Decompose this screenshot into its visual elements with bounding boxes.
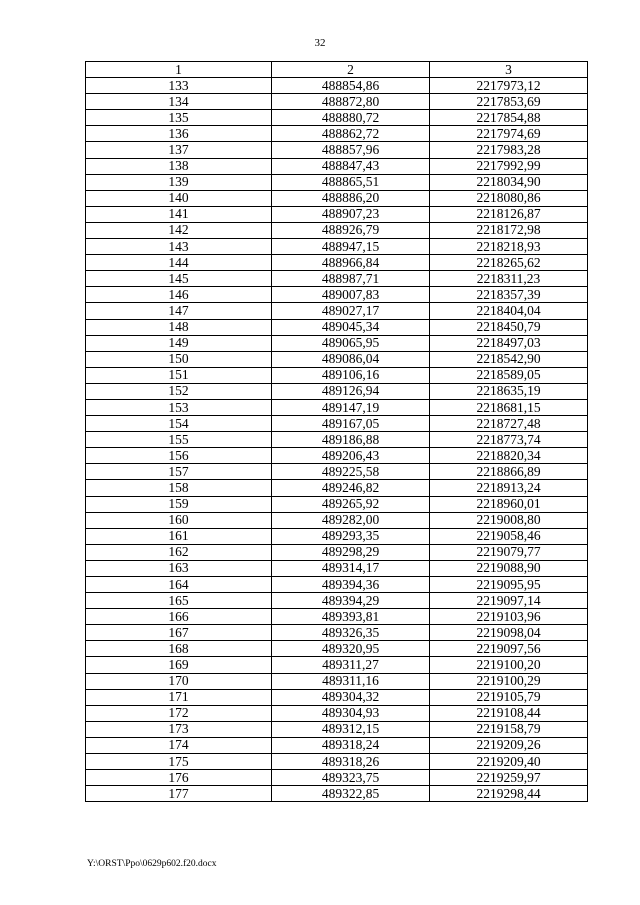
table-row <box>86 512 588 528</box>
x-coordinate-cell: 489086,04 <box>272 351 430 367</box>
point-number-cell: 158 <box>86 480 272 496</box>
point-number-cell: 152 <box>86 383 272 399</box>
x-coordinate-cell: 488880,72 <box>272 110 430 126</box>
table-header-row <box>86 62 588 78</box>
table-row <box>86 383 588 399</box>
y-coordinate-cell: 2218034,90 <box>430 174 588 190</box>
y-coordinate-cell: 2219088,90 <box>430 560 588 576</box>
x-coordinate-cell: 489293,35 <box>272 528 430 544</box>
y-coordinate-cell: 2218635,19 <box>430 383 588 399</box>
x-coordinate-cell: 489314,17 <box>272 560 430 576</box>
y-coordinate-cell: 2218172,98 <box>430 222 588 238</box>
y-coordinate-cell: 2218589,05 <box>430 367 588 383</box>
point-number-cell: 162 <box>86 544 272 560</box>
x-coordinate-cell: 489393,81 <box>272 609 430 625</box>
point-number-cell: 136 <box>86 126 272 142</box>
table-row <box>86 560 588 576</box>
point-number-cell: 140 <box>86 190 272 206</box>
point-number-cell: 169 <box>86 657 272 673</box>
table-row <box>86 303 588 319</box>
point-number-cell: 171 <box>86 689 272 705</box>
table-row <box>86 367 588 383</box>
table-row <box>86 158 588 174</box>
y-coordinate-cell: 2218218,93 <box>430 239 588 255</box>
y-coordinate-cell: 2219100,20 <box>430 657 588 673</box>
x-coordinate-cell: 488862,72 <box>272 126 430 142</box>
point-number-cell: 166 <box>86 609 272 625</box>
footer-file-path: Y:\ORST\Ppo\0629p602.f20.docx <box>87 859 217 869</box>
y-coordinate-cell: 2218311,23 <box>430 271 588 287</box>
y-coordinate-cell: 2218727,48 <box>430 416 588 432</box>
y-coordinate-cell: 2218820,34 <box>430 448 588 464</box>
x-coordinate-cell: 489326,35 <box>272 625 430 641</box>
y-coordinate-cell: 2218126,87 <box>430 206 588 222</box>
x-coordinate-cell: 489167,05 <box>272 416 430 432</box>
x-coordinate-cell: 489323,75 <box>272 770 430 786</box>
x-coordinate-cell: 489394,29 <box>272 593 430 609</box>
x-coordinate-cell: 489186,88 <box>272 432 430 448</box>
y-coordinate-cell: 2218265,62 <box>430 255 588 271</box>
point-number-cell: 175 <box>86 754 272 770</box>
x-coordinate-cell: 488966,84 <box>272 255 430 271</box>
table-row <box>86 528 588 544</box>
table-row <box>86 142 588 158</box>
table-row <box>86 721 588 737</box>
y-coordinate-cell: 2219095,95 <box>430 577 588 593</box>
y-coordinate-cell: 2219097,56 <box>430 641 588 657</box>
y-coordinate-cell: 2218542,90 <box>430 351 588 367</box>
point-number-cell: 156 <box>86 448 272 464</box>
point-number-cell: 144 <box>86 255 272 271</box>
coordinates-table <box>85 61 588 802</box>
x-coordinate-cell: 488987,71 <box>272 271 430 287</box>
y-coordinate-cell: 2218960,01 <box>430 496 588 512</box>
x-coordinate-cell: 489206,43 <box>272 448 430 464</box>
point-number-cell: 146 <box>86 287 272 303</box>
column-header-1: 1 <box>86 62 272 78</box>
y-coordinate-cell: 2218681,15 <box>430 399 588 415</box>
x-coordinate-cell: 489027,17 <box>272 303 430 319</box>
table-row <box>86 544 588 560</box>
table-body <box>86 78 588 802</box>
point-number-cell: 160 <box>86 512 272 528</box>
table-row <box>86 625 588 641</box>
y-coordinate-cell: 2218866,89 <box>430 464 588 480</box>
table-row <box>86 126 588 142</box>
table-row <box>86 705 588 721</box>
point-number-cell: 134 <box>86 94 272 110</box>
point-number-cell: 141 <box>86 206 272 222</box>
point-number-cell: 161 <box>86 528 272 544</box>
y-coordinate-cell: 2219097,14 <box>430 593 588 609</box>
x-coordinate-cell: 488865,51 <box>272 174 430 190</box>
point-number-cell: 164 <box>86 577 272 593</box>
point-number-cell: 138 <box>86 158 272 174</box>
x-coordinate-cell: 489065,95 <box>272 335 430 351</box>
table-row <box>86 239 588 255</box>
point-number-cell: 143 <box>86 239 272 255</box>
x-coordinate-cell: 489225,58 <box>272 464 430 480</box>
point-number-cell: 137 <box>86 142 272 158</box>
y-coordinate-cell: 2218913,24 <box>430 480 588 496</box>
y-coordinate-cell: 2218773,74 <box>430 432 588 448</box>
table-row <box>86 271 588 287</box>
x-coordinate-cell: 489304,93 <box>272 705 430 721</box>
table-row <box>86 577 588 593</box>
table-row <box>86 399 588 415</box>
table-row <box>86 770 588 786</box>
point-number-cell: 135 <box>86 110 272 126</box>
table-row <box>86 432 588 448</box>
table-row <box>86 673 588 689</box>
y-coordinate-cell: 2218450,79 <box>430 319 588 335</box>
table-row <box>86 480 588 496</box>
x-coordinate-cell: 489318,26 <box>272 754 430 770</box>
y-coordinate-cell: 2219103,96 <box>430 609 588 625</box>
y-coordinate-cell: 2218404,04 <box>430 303 588 319</box>
x-coordinate-cell: 488886,20 <box>272 190 430 206</box>
point-number-cell: 170 <box>86 673 272 689</box>
y-coordinate-cell: 2219100,29 <box>430 673 588 689</box>
point-number-cell: 173 <box>86 721 272 737</box>
point-number-cell: 176 <box>86 770 272 786</box>
point-number-cell: 133 <box>86 78 272 94</box>
table-row <box>86 689 588 705</box>
column-header-2: 2 <box>272 62 430 78</box>
x-coordinate-cell: 489045,34 <box>272 319 430 335</box>
y-coordinate-cell: 2219079,77 <box>430 544 588 560</box>
point-number-cell: 150 <box>86 351 272 367</box>
x-coordinate-cell: 489246,82 <box>272 480 430 496</box>
x-coordinate-cell: 489298,29 <box>272 544 430 560</box>
x-coordinate-cell: 489322,85 <box>272 786 430 802</box>
table-row <box>86 206 588 222</box>
table-row <box>86 287 588 303</box>
y-coordinate-cell: 2219008,80 <box>430 512 588 528</box>
table-row <box>86 255 588 271</box>
x-coordinate-cell: 489007,83 <box>272 287 430 303</box>
x-coordinate-cell: 489106,16 <box>272 367 430 383</box>
x-coordinate-cell: 489147,19 <box>272 399 430 415</box>
x-coordinate-cell: 489126,94 <box>272 383 430 399</box>
x-coordinate-cell: 488872,80 <box>272 94 430 110</box>
table-row <box>86 319 588 335</box>
y-coordinate-cell: 2217992,99 <box>430 158 588 174</box>
x-coordinate-cell: 489265,92 <box>272 496 430 512</box>
y-coordinate-cell: 2219108,44 <box>430 705 588 721</box>
x-coordinate-cell: 488907,23 <box>272 206 430 222</box>
table-row <box>86 94 588 110</box>
point-number-cell: 174 <box>86 737 272 753</box>
point-number-cell: 172 <box>86 705 272 721</box>
point-number-cell: 177 <box>86 786 272 802</box>
y-coordinate-cell: 2219259,97 <box>430 770 588 786</box>
table-row <box>86 78 588 94</box>
y-coordinate-cell: 2217974,69 <box>430 126 588 142</box>
table-row <box>86 222 588 238</box>
table-row <box>86 174 588 190</box>
x-coordinate-cell: 489394,36 <box>272 577 430 593</box>
point-number-cell: 151 <box>86 367 272 383</box>
point-number-cell: 153 <box>86 399 272 415</box>
point-number-cell: 149 <box>86 335 272 351</box>
y-coordinate-cell: 2219209,40 <box>430 754 588 770</box>
column-header-3: 3 <box>430 62 588 78</box>
y-coordinate-cell: 2219058,46 <box>430 528 588 544</box>
table-header <box>86 62 588 78</box>
table-row <box>86 754 588 770</box>
point-number-cell: 157 <box>86 464 272 480</box>
point-number-cell: 159 <box>86 496 272 512</box>
table-row <box>86 448 588 464</box>
point-number-cell: 167 <box>86 625 272 641</box>
point-number-cell: 168 <box>86 641 272 657</box>
point-number-cell: 147 <box>86 303 272 319</box>
x-coordinate-cell: 489311,27 <box>272 657 430 673</box>
y-coordinate-cell: 2217853,69 <box>430 94 588 110</box>
point-number-cell: 148 <box>86 319 272 335</box>
table-row <box>86 609 588 625</box>
x-coordinate-cell: 488926,79 <box>272 222 430 238</box>
x-coordinate-cell: 488947,15 <box>272 239 430 255</box>
y-coordinate-cell: 2217973,12 <box>430 78 588 94</box>
table-row <box>86 110 588 126</box>
y-coordinate-cell: 2217854,88 <box>430 110 588 126</box>
y-coordinate-cell: 2219298,44 <box>430 786 588 802</box>
x-coordinate-cell: 489304,32 <box>272 689 430 705</box>
x-coordinate-cell: 489282,00 <box>272 512 430 528</box>
point-number-cell: 139 <box>86 174 272 190</box>
table-row <box>86 190 588 206</box>
y-coordinate-cell: 2217983,28 <box>430 142 588 158</box>
table-row <box>86 335 588 351</box>
y-coordinate-cell: 2219098,04 <box>430 625 588 641</box>
x-coordinate-cell: 488854,86 <box>272 78 430 94</box>
table-row <box>86 593 588 609</box>
point-number-cell: 142 <box>86 222 272 238</box>
table-row <box>86 416 588 432</box>
point-number-cell: 154 <box>86 416 272 432</box>
table-row <box>86 464 588 480</box>
x-coordinate-cell: 489312,15 <box>272 721 430 737</box>
table-row <box>86 496 588 512</box>
y-coordinate-cell: 2218080,86 <box>430 190 588 206</box>
point-number-cell: 155 <box>86 432 272 448</box>
point-number-cell: 163 <box>86 560 272 576</box>
x-coordinate-cell: 489320,95 <box>272 641 430 657</box>
x-coordinate-cell: 489311,16 <box>272 673 430 689</box>
table-row <box>86 641 588 657</box>
point-number-cell: 165 <box>86 593 272 609</box>
point-number-cell: 145 <box>86 271 272 287</box>
y-coordinate-cell: 2219209,26 <box>430 737 588 753</box>
y-coordinate-cell: 2218497,03 <box>430 335 588 351</box>
table-row <box>86 786 588 802</box>
y-coordinate-cell: 2219105,79 <box>430 689 588 705</box>
y-coordinate-cell: 2219158,79 <box>430 721 588 737</box>
table-row <box>86 737 588 753</box>
table-row <box>86 657 588 673</box>
table-row <box>86 351 588 367</box>
page-number: 32 <box>314 37 326 49</box>
y-coordinate-cell: 2218357,39 <box>430 287 588 303</box>
x-coordinate-cell: 488857,96 <box>272 142 430 158</box>
x-coordinate-cell: 489318,24 <box>272 737 430 753</box>
x-coordinate-cell: 488847,43 <box>272 158 430 174</box>
